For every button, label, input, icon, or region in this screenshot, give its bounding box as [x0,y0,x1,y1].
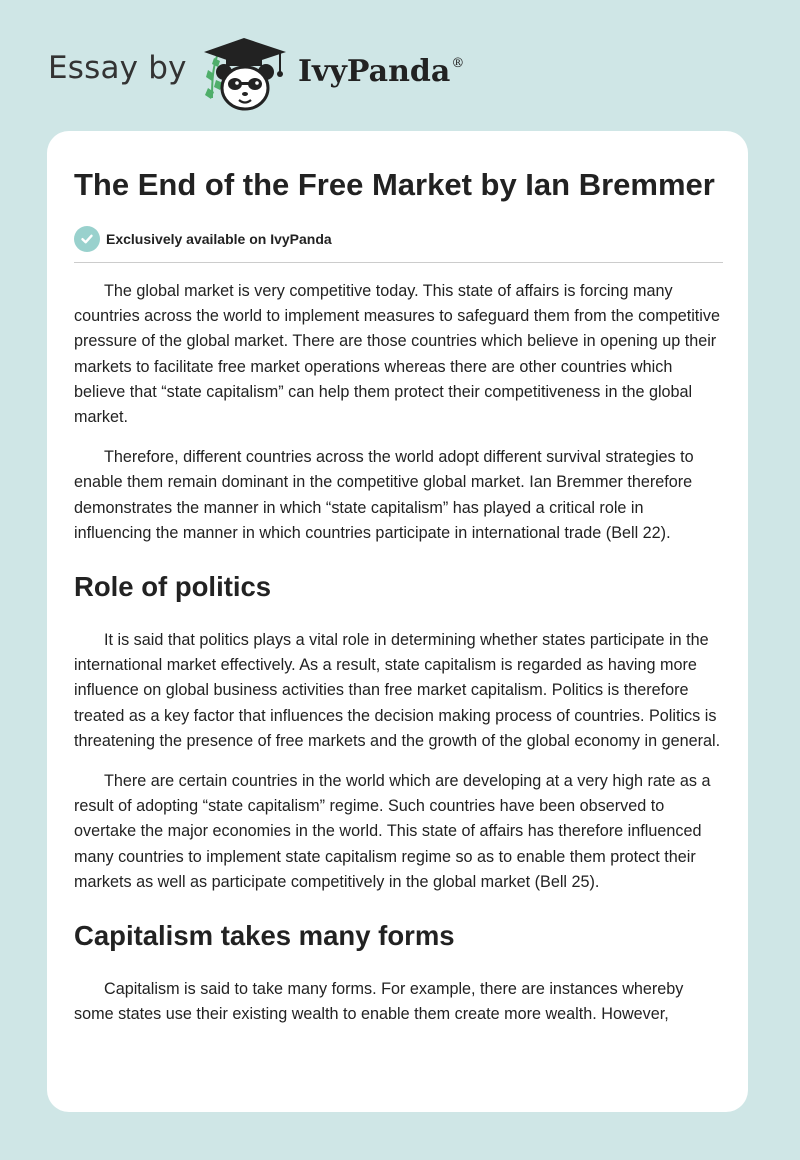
essay-card [47,131,748,1112]
title-divider [74,262,723,263]
exclusive-badge [74,225,724,253]
section-2-paragraph-1: Capitalism is said to take many forms. For example, there are instances whereby some states use their existing wealth to enable them create more wealth. However, [74,980,684,1024]
section-heading-role-of-politics: Role of politics [74,571,272,603]
site-header [48,36,768,116]
section-heading-capitalism-forms: Capitalism takes many forms [74,920,455,952]
section-1-paragraph-1: It is said that politics plays a vital role in determining whether states participate in the international market effectively. As a result, state capitalism is regarded as having more influence on global business activities than free market capitalism. Politics is therefore treated as a key factor that influences the decision making process of countries. Politics is threatening the presence of free markets and the growth of the global economy in general. [74,631,721,750]
essay-title: The End of the Free Market by Ian Bremmer [74,167,715,202]
essay-by-label: Essay by [48,50,187,86]
section-1-paragraph-2: There are certain countries in the world which are developing at a very high rate as a result of adopting “state capitalism” regime. Such countries have been observed to overtake the major economies in the world. This state of affairs has therefore influenced many countries to implement state capitalism regime so as to enable them protect their markets as well as participate competitively in the global market (Bell 25). [74,772,711,891]
checkmark-icon [74,226,100,252]
registered-mark: ® [451,56,465,71]
intro-paragraph-1: The global market is very competitive today. This state of affairs is forcing many countries across the world to implement measures to safeguard them from the competitive pressure of the global market. There are those countries which believe in opening up their markets to facilitate free market operations whereas there are other countries which believe that “state capitalism” can help them protect their competitiveness in the global market. [74,282,720,427]
badge-text: Exclusively available on IvyPanda [106,231,332,247]
essay-content [74,164,724,1027]
brand-wordmark[interactable] [298,54,464,89]
brand-name: IvyPanda [298,54,451,89]
panda-graduation-cap-icon[interactable] [200,36,290,112]
intro-paragraph-2: Therefore, different countries across the world adopt different survival strategies to enable them remain dominant in the competitive global market. Ian Bremmer therefore demonstrates the manner in which “state capitalism” has played a critical role in influencing the manner in which countries participate in international trade (Bell 22). [74,448,694,542]
